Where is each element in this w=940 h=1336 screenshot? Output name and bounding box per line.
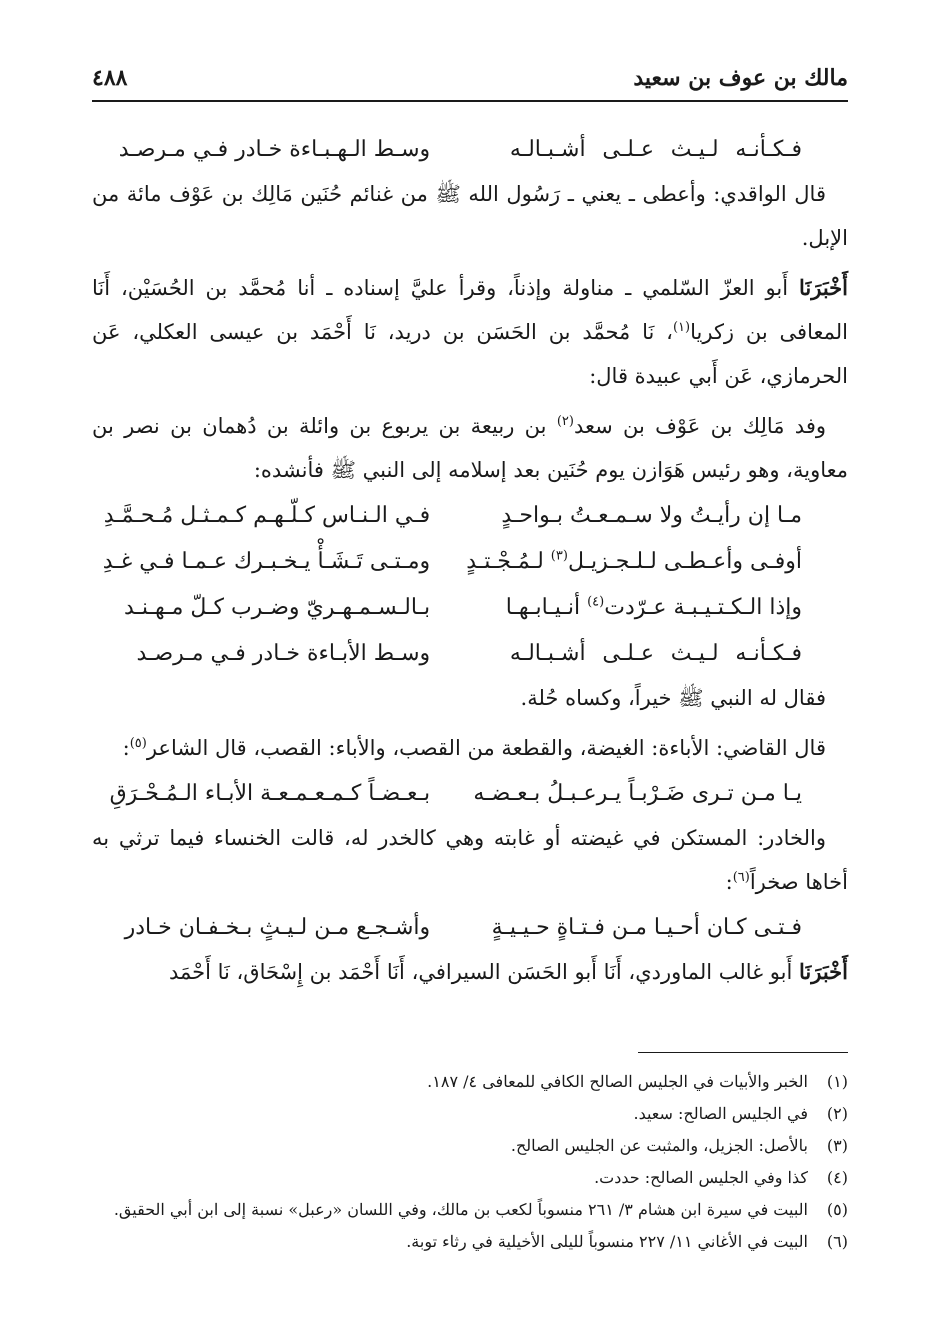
footnote-text: بالأصل: الجزيل، والمثبت عن الجليس الصالح. xyxy=(510,1136,808,1155)
footnote-number: (١) xyxy=(826,1072,848,1091)
paragraph-text: : xyxy=(122,736,130,760)
footnote-rule xyxy=(638,1052,848,1053)
paragraph-prophet-reply: فقال له النبي ﷺ خيراً، وكساه حُلة. xyxy=(520,686,826,710)
paragraph-qadi-gloss xyxy=(92,726,848,770)
footnote xyxy=(92,1066,848,1098)
paragraph-khadir-gloss xyxy=(92,816,848,904)
footnote-text: البيت في سيرة ابن هشام ٣/ ٢٦١ منسوباً لكعب بن مالك، وفي اللسان «رعبل» نسبة إلى ابن أبي الحقيق. xyxy=(113,1200,808,1219)
verse-second-hemistich: بـعـضـاً كـمـعـمـعـة الأبـاء الـمُـحْـرَقِ xyxy=(109,781,431,806)
verse-couplet xyxy=(92,906,848,950)
footnote-ref: (٢) xyxy=(556,414,574,429)
footnote-text: كذا وفي الجليس الصالح: حددت. xyxy=(594,1168,808,1187)
verse-couplet xyxy=(92,632,848,676)
verse-second-hemistich: وأشـجـع مـن لـيـثٍ بـخـفـان خـادر xyxy=(124,915,431,940)
footnote-ref: (٤) xyxy=(587,594,605,610)
paragraph-delegation xyxy=(92,404,848,492)
footnote xyxy=(92,1194,848,1226)
paragraph-text: ، نَا مُحمَّد بن الحَسَن بن دريد، نَا أَحْمَد بن عيسى العكلي، عَن الحرمازي، عَن أَبي عبيدة قال: xyxy=(92,320,848,388)
verse-second-hemistich: وسـط الأبـاءة خـادر فـي مـرصـد xyxy=(136,641,431,666)
akhbarana-keyword: أَخْبَرَنَا xyxy=(799,959,848,984)
paragraph-text: بن ربيعة بن يربوع بن وائلة بن دُهمان بن نصر بن معاوية، وهو رئيس هَوَازن يوم حُنَين بعد إسلامه إلى النبي ﷺ فأنشده: xyxy=(92,414,848,482)
footnote-ref: (١) xyxy=(672,320,691,335)
akhbarana-keyword: أَخْبَرَنَا xyxy=(799,275,848,300)
verse-first-hemistich: مـا إن رأيـتُ ولا سـمـعـتُ بـواحـدٍ xyxy=(501,503,802,528)
paragraph-text: أَبو غالب الماوردي، أَنَا أَبو الحَسَن السيرافي، أَنَا أَحْمَد بن إِسْحَاق، نَا أَحْمَد xyxy=(168,960,800,984)
footnote-text: في الجليس الصالح: سعيد. xyxy=(633,1104,808,1123)
footnote-number: (٢) xyxy=(826,1104,848,1123)
verse-first-hemistich: وإذا الـكـتـيـبـة عـرّدت$^{(٤)}$ أنـيـابـهـا xyxy=(505,594,802,620)
footnote xyxy=(92,1226,848,1258)
header-rule xyxy=(92,100,848,102)
paragraph-isnad-2 xyxy=(92,950,848,994)
verse-couplet xyxy=(92,494,848,538)
footnote xyxy=(92,1098,848,1130)
page-number: ٤٨٨ xyxy=(92,65,128,91)
verse-first-hemistich: أوفـى وأعـطـى لـلـجـزيـل$^{(٣)}$ لـمُـجْـتـدٍ xyxy=(466,548,802,574)
paragraph-text: أَبو العزّ السّلمي ـ مناولة وإذناً، وقرأ عليَّ إسناده ـ أنا مُحمَّد بن الحُسَيْن، أَنَا المعافى بن زكريا xyxy=(92,276,848,344)
verse-second-hemistich: ومـتـى تَـشَـأْ يـخـبـرك عـمـا فـي غـدِ xyxy=(102,549,431,574)
footnote xyxy=(92,1130,848,1162)
footnote-number: (٤) xyxy=(826,1168,848,1187)
paragraph-waqidi: قال الواقدي: وأعطى ـ يعني ـ رَسُول الله ﷺ من غنائم حُنَين مَالِك بن عَوْف مائة من الإبل. xyxy=(92,182,848,250)
paragraph-text: قال القاضي: الأباءة: الغيضة، والقطعة من القصب، والأباء: القصب، قال الشاعر xyxy=(146,736,826,760)
verse-first-hemistich: يـا مـن تـرى ضَـرْبـاً يـرعـبـلُ بـعـضـه xyxy=(473,781,802,806)
verse-couplet xyxy=(92,586,848,630)
verse-first-hemistich: فـتـى كـان أحـيـا مـن فـتـاةٍ حـيـيـةٍ xyxy=(491,915,802,940)
footnote-number: (٦) xyxy=(826,1232,848,1251)
footnote-number: (٣) xyxy=(826,1136,848,1155)
running-header xyxy=(92,58,848,98)
paragraph-text: وفد مَالِك بن عَوْف بن سعد xyxy=(573,414,826,438)
footnote-ref: (٦) xyxy=(732,870,750,885)
verse-couplet xyxy=(92,540,848,584)
footnote-ref: (٣) xyxy=(550,548,568,564)
verse-second-hemistich: فـي الـنـاس كـلّـهـم كـمـثـل مُـحـمَّـدِ xyxy=(103,503,431,528)
verse-first-hemistich: فـكـأنـه لـيـث عـلـى أشـبـالـه xyxy=(509,137,802,162)
footnote-number: (٥) xyxy=(826,1200,848,1219)
footnotes xyxy=(92,1066,848,1258)
footnote-text: البيت في الأغاني ١١/ ٢٢٧ منسوباً لليلى الأخيلية في رثاء توبة. xyxy=(406,1232,808,1251)
verse-second-hemistich: وسـط الـهـبـاءة خـادر فـي مـرصـد xyxy=(118,137,431,162)
footnote-ref: (٥) xyxy=(129,736,147,751)
verse-first-hemistich: فـكـأنـه لـيـث عـلـى أشـبـالـه xyxy=(509,641,802,666)
chapter-title: مالك بن عوف بن سعيد xyxy=(633,65,848,91)
verse-couplet xyxy=(92,128,848,172)
footnote-text: الخبر والأبيات في الجليس الصالح الكافي للمعافى ٤/ ١٨٧. xyxy=(427,1072,808,1091)
main-text xyxy=(92,126,848,994)
verse-second-hemistich: بـالـسـمـهـريّ وضـرب كـلّ مـهـنـد xyxy=(123,595,431,620)
footnote xyxy=(92,1162,848,1194)
paragraph-text: : xyxy=(725,870,733,894)
verse-couplet xyxy=(92,772,848,816)
paragraph-isnad-1 xyxy=(92,266,848,398)
paragraph-text: والخادر: المستكن في غيضته أو غابته وهي كالخدر له، قالت الخنساء فيما ترثي به أخاها صخراً xyxy=(92,826,848,894)
